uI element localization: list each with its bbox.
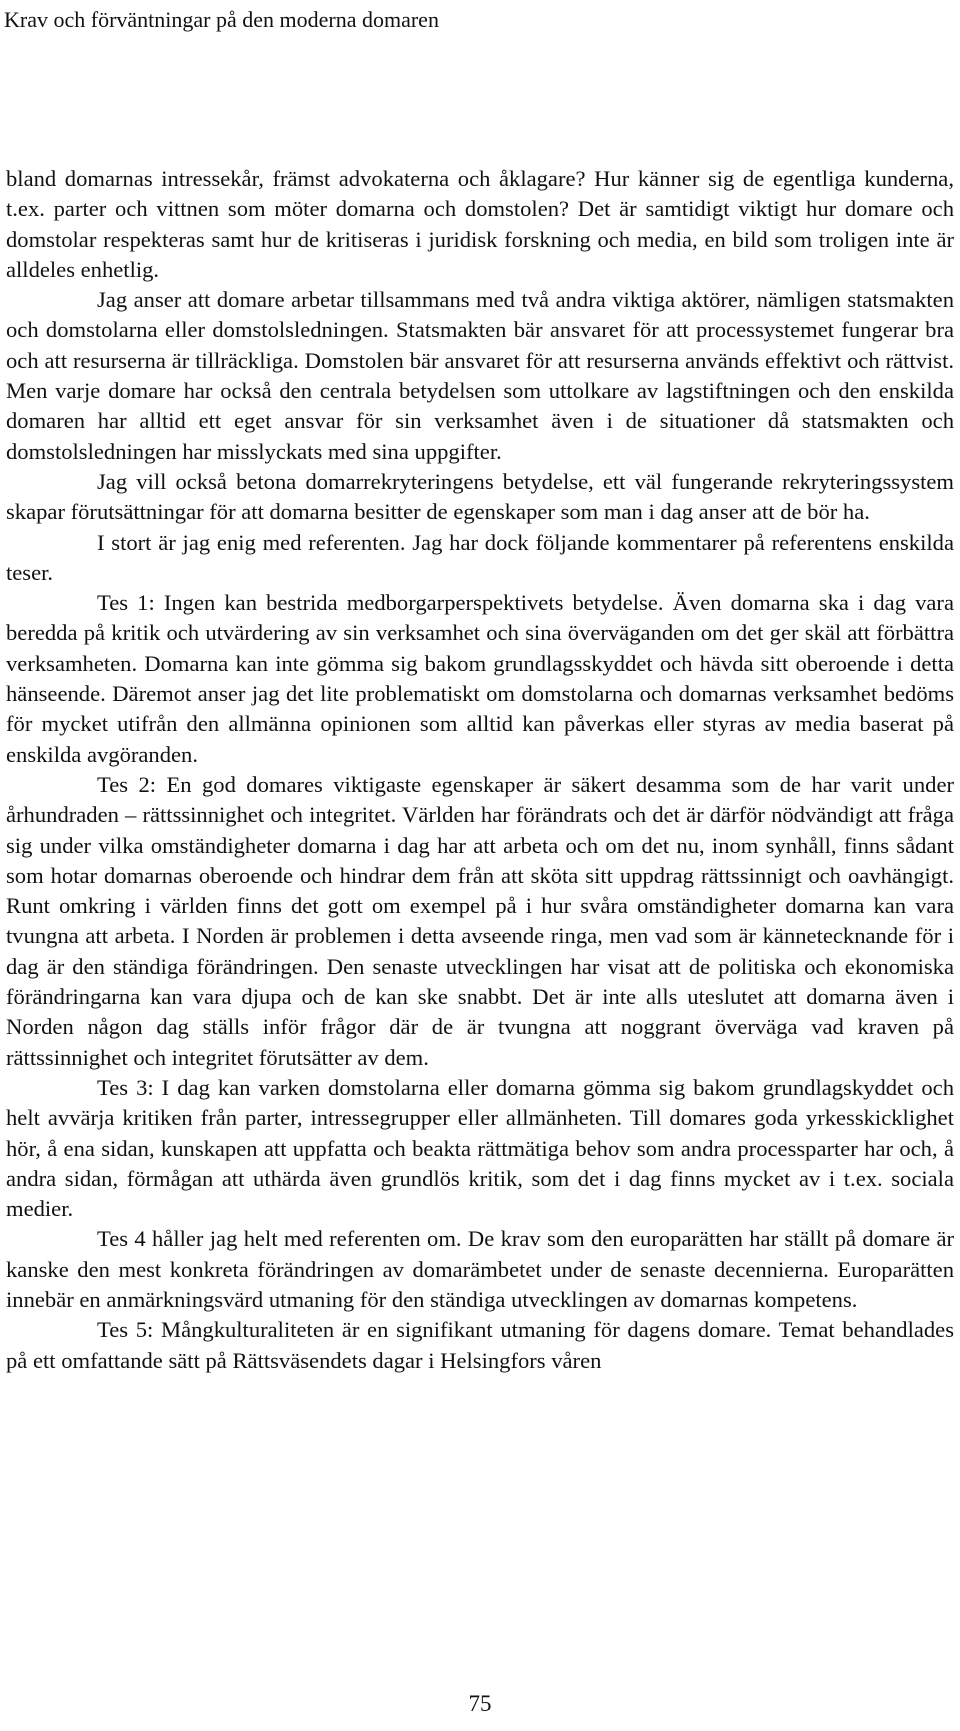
paragraph-recruitment: Jag vill också betona domarrekryteringens betydelse, ett väl fungerande rekryteringssystem skapar förutsättningar för att domarna besitter de egenskaper som man i dag anser att de bör ha. <box>6 468 954 525</box>
paragraph-thesis-5: Tes 5: Mångkulturaliteten är en signifikant utmaning för dagens domare. Temat behandlades på ett omfattande sätt på Rättsväsendets dagar i Helsingfors våren <box>6 1317 954 1373</box>
running-header: Krav och förväntningar på den moderna domaren <box>4 7 439 32</box>
paragraph-actors: Jag anser att domare arbetar tillsammans med två andra viktiga aktörer, nämligen statsmakten och domstolarna eller domstolsledningen. Statsmakten bär ansvaret för att processystemet fungerar bra och att resurserna är tillräckliga. Domstolen bär ansvaret för att resurserna används effektivt och rättvist. Men varje domare har också den centrala betydelsen som uttolkare av lagstiftningen och den enskilda domaren har alltid ett eget ansvar för sin verksamhet även i de situationer då statsmakten och domstolsledningen har misslyckats med sina uppgifter. <box>6 287 954 464</box>
paragraph-thesis-3: Tes 3: I dag kan varken domstolarna eller domarna gömma sig bakom grundlagskyddet och helt avvärja kritiken från parter, intressegrupper eller allmänheten. Till domares goda yrkesskicklighet hör, å ena sidan, kunskapen att uppfatta och beakta rättmätiga behov som andra processparter har och, å andra sidan, förmågan att uthärda även grundlös kritik, som det i dag finns mycket av i t.ex. sociala medier. <box>6 1074 954 1222</box>
paragraph-continued: bland domarnas intressekår, främst advokaterna och åklagare? Hur känner sig de egentliga kunderna, t.ex. parter och vittnen som möter domarna och domstolen? Det är samtidigt viktigt hur domare och domstolar respekteras samt hur de kritiseras i juridisk forskning och media, en bild som troligen inte är alldeles enhetlig. <box>6 166 954 282</box>
page-number: 75 <box>468 1691 492 1716</box>
paragraph-agreement: I stort är jag enig med referenten. Jag har dock följande kommentarer på referentens enskilda teser. <box>6 529 954 585</box>
body-text <box>6 164 954 1376</box>
paragraph-thesis-1: Tes 1: Ingen kan bestrida medborgarperspektivets betydelse. Även domarna ska i dag vara beredda på kritik och utvärdering av sin verksamhet och sina överväganden om det ger skäl att förbättra verksamheten. Domarna kan inte gömma sig bakom grundlagsskyddet och hävda sitt oberoende i detta hänseende. Däremot anser jag det lite problematiskt om domstolarna och domarnas verksamhet bedöms för mycket utifrån den allmänna opinionen som alltid kan påverkas eller styras av media baserat på enskilda avgöranden. <box>6 590 954 767</box>
paragraph-thesis-4: Tes 4 håller jag helt med referenten om. De krav som den europarätten har ställt på domare är kanske den mest konkreta förändringen av domarämbetet under de senaste decennierna. Europarätten innebär en anmärkningsvärd utmaning för den ständiga utvecklingen av domarnas kompetens. <box>6 1226 954 1312</box>
paragraph-thesis-2: Tes 2: En god domares viktigaste egenskaper är säkert desamma som de har varit under århundraden – rättssinnighet och integritet. Världen har förändrats och det är därför nödvändigt att fråga sig under vilka omständigheter domarna i dag har att arbeta och om det nu, inom synhåll, finns sådant som hotar domarnas oberoende och hindrar dem från att sköta sitt uppdrag rättssinnigt och oavhängigt. Runt omkring i världen finns det gott om exempel på i hur svåra omständigheter domarna kan vara tvungna att arbeta. I Norden är problemen i detta avseende ringa, men vad som är kännetecknande för i dag är den ständiga förändringen. Den senaste utvecklingen har visat att de politiska och ekonomiska förändringarna kan vara djupa och de kan ske snabbt. Det är inte alls uteslutet att domarna även i Norden någon dag ställs inför frågor där de är tvungna att noggrant överväga vad kraven på rättssinnighet och integritet förutsätter av dem. <box>6 771 954 1070</box>
